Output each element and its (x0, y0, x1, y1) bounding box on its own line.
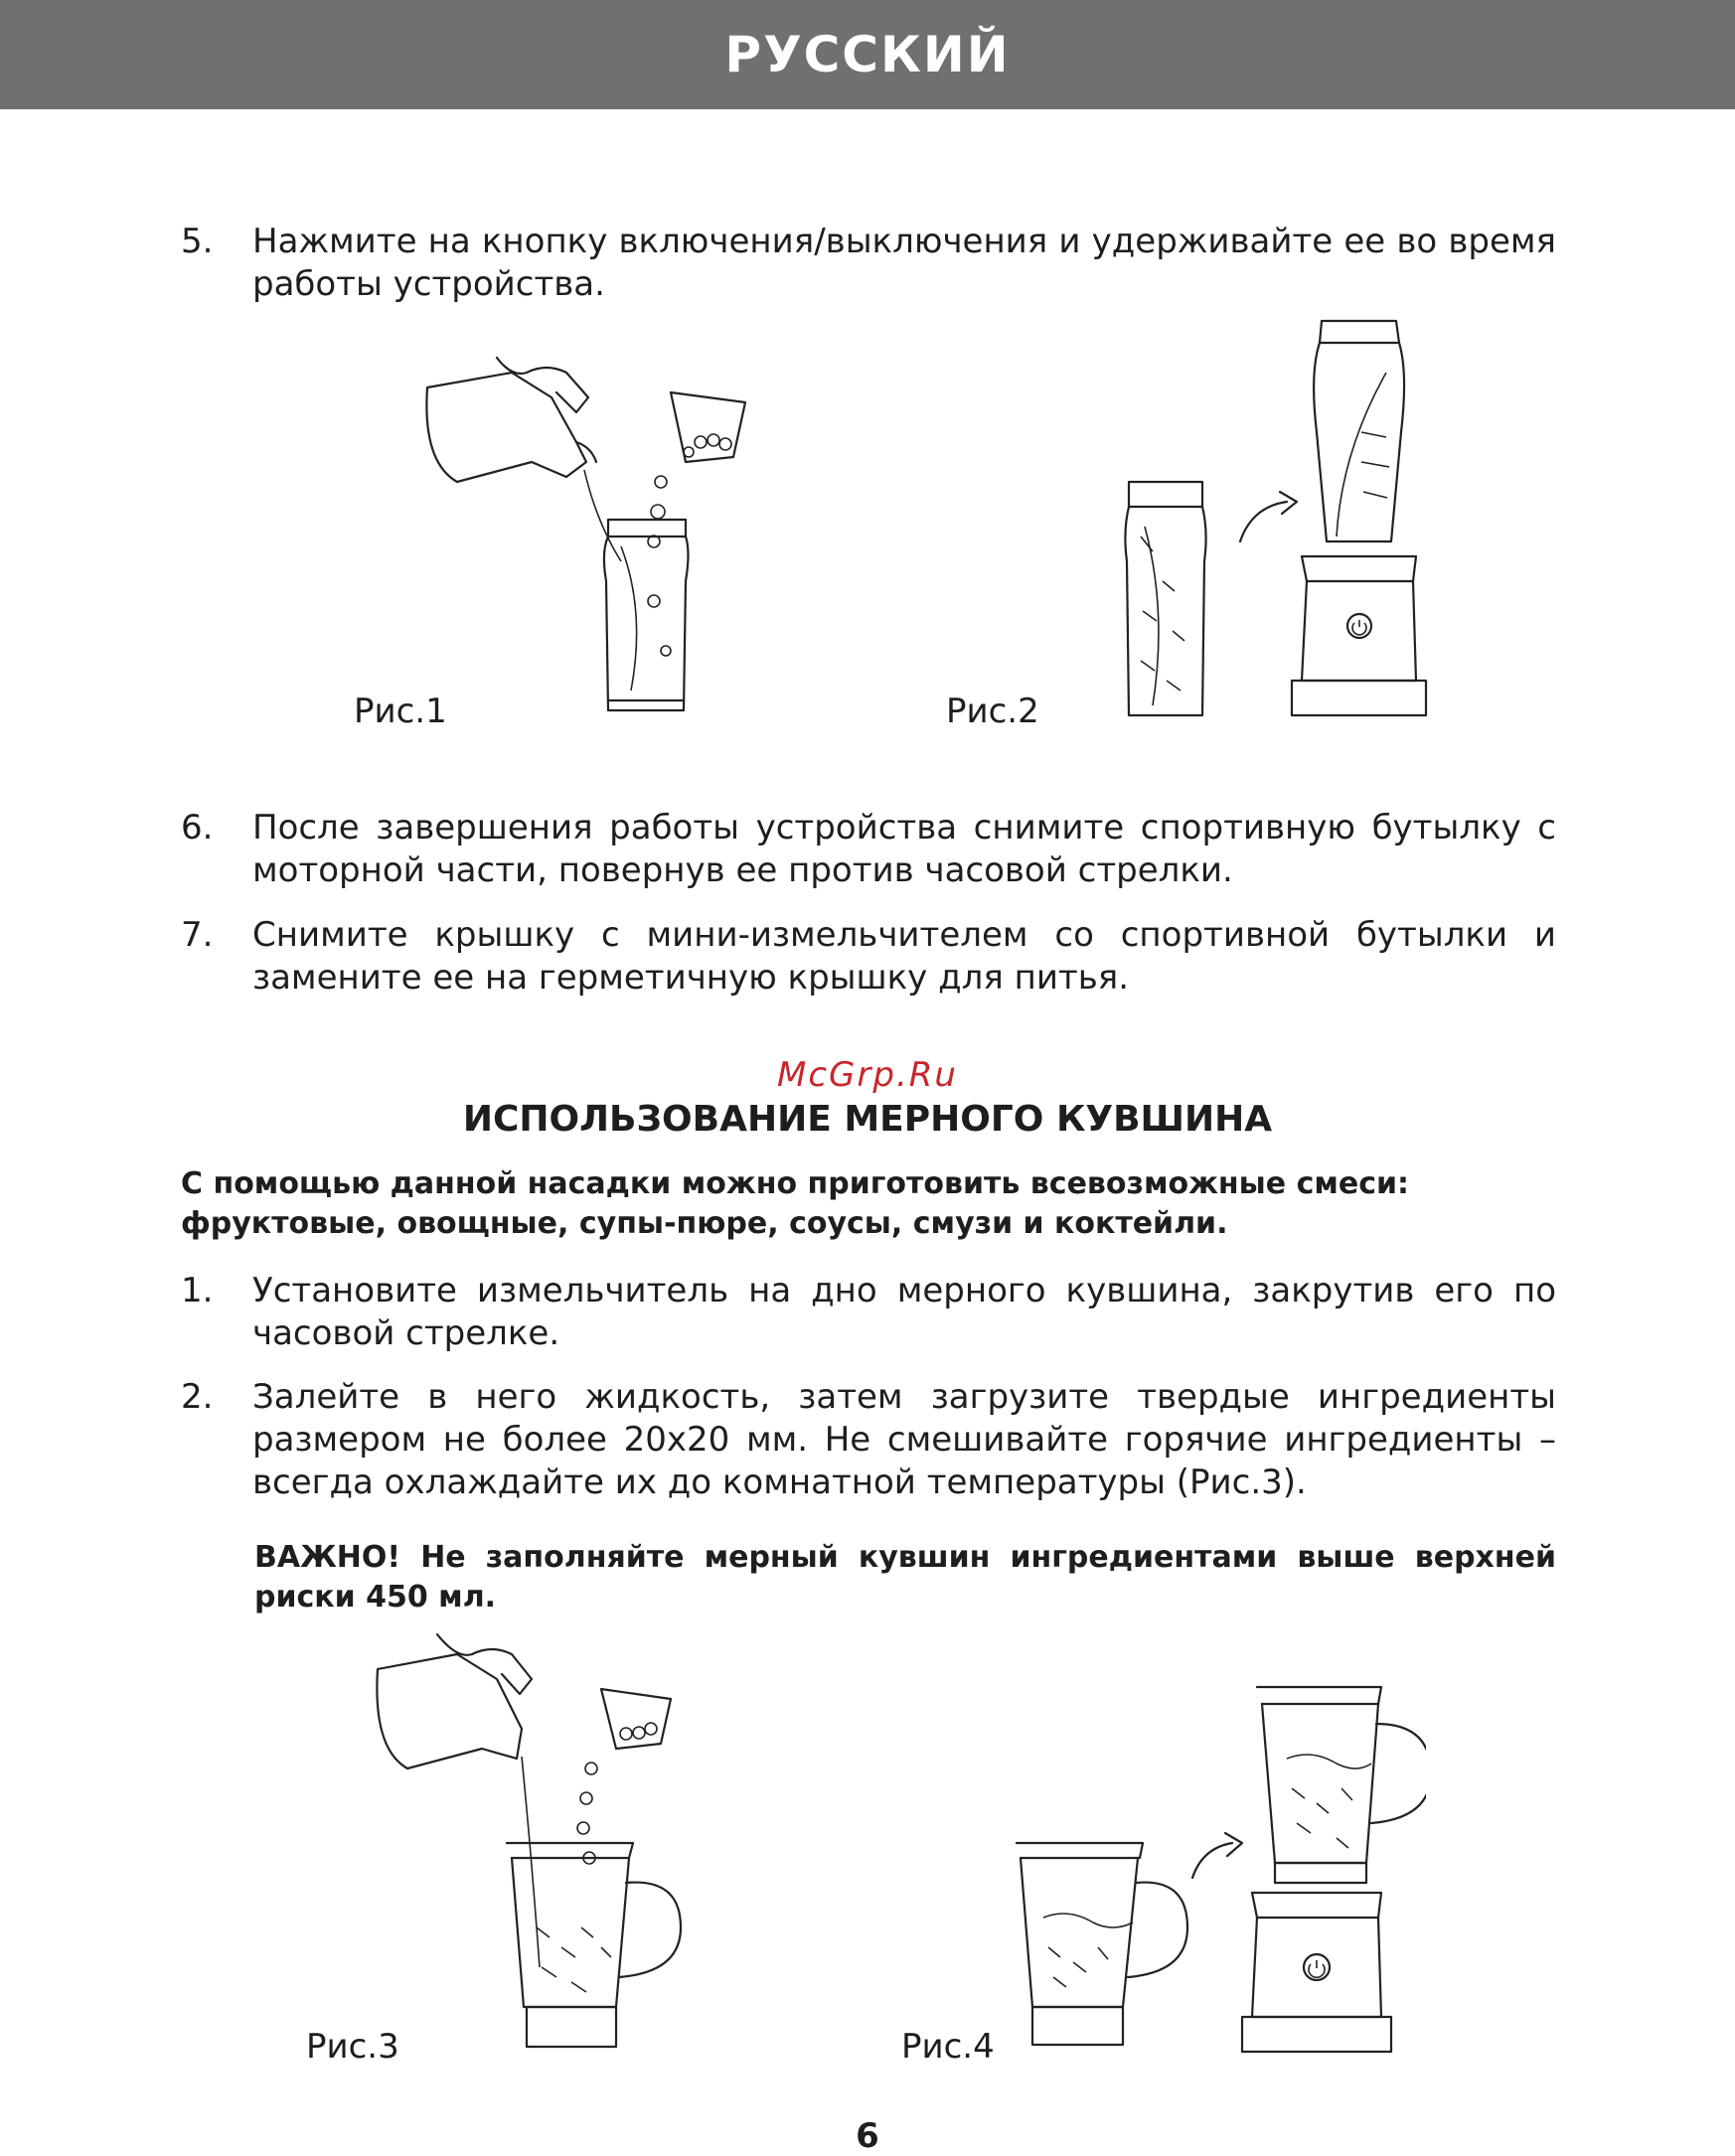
step-5 (181, 221, 1556, 306)
page-number: 6 (856, 2116, 879, 2156)
step-6 (181, 807, 1556, 892)
figure-2-caption: Рис.2 (946, 692, 1039, 731)
figure-1-illustration (417, 353, 775, 725)
section-intro: С помощью данной насадки можно приготовить всевозможные смеси: фруктовые, овощные, супы-пюре, соусы, смузи и коктейли. (181, 1166, 1410, 1241)
step-7 (181, 914, 1556, 1000)
watermark: McGrp.Ru (777, 1055, 958, 1095)
important-label: ВАЖНО! (254, 1540, 401, 1575)
jug-step-1 (181, 1270, 1556, 1355)
figure-3-caption: Рис.3 (306, 2027, 399, 2067)
figure-3-illustration (373, 1629, 701, 2057)
section-title: ИСПОЛЬЗОВАНИЕ МЕРНОГО КУВШИНА (462, 1099, 1273, 1140)
figure-1-caption: Рис.1 (354, 692, 447, 731)
step-text: Установите измельчитель на дно мерного кувшина, закрутив его по часовой стрелке. (252, 1271, 1556, 1353)
important-text: Не заполняйте мерный кувшин ингредиентами выше верхней риски 450 мл. (254, 1540, 1556, 1615)
step-text: После завершения работы устройства снимите спортивную бутылку с моторной части, повернув ее против часовой стрелки. (252, 808, 1556, 890)
figure-2-illustration (1123, 313, 1441, 720)
figure-4-illustration (1009, 1679, 1426, 2057)
important-note (254, 1538, 1556, 1617)
step-number: 7. (181, 915, 214, 955)
jug-step-2 (181, 1376, 1556, 1504)
step-text: Нажмите на кнопку включения/выключения и удерживайте ее во время работы устройства. (252, 222, 1556, 304)
step-number: 5. (181, 222, 214, 261)
header-title: РУССКИЙ (724, 26, 1011, 83)
step-text: Залейте в него жидкость, затем загрузите твердые ингредиенты размером не более 20х20 мм. Не смешивайте горячие ингредиенты – всегда охлаждайте их до комнатной температуры (Рис.3). (252, 1377, 1556, 1502)
step-number: 1. (181, 1271, 214, 1310)
step-number: 6. (181, 808, 214, 847)
step-number: 2. (181, 1377, 214, 1417)
language-header (0, 0, 1735, 109)
step-text: Снимите крышку с мини-измельчителем со спортивной бутылки и замените ее на герметичную крышку для питья. (252, 915, 1556, 998)
figure-4-caption: Рис.4 (901, 2027, 995, 2067)
